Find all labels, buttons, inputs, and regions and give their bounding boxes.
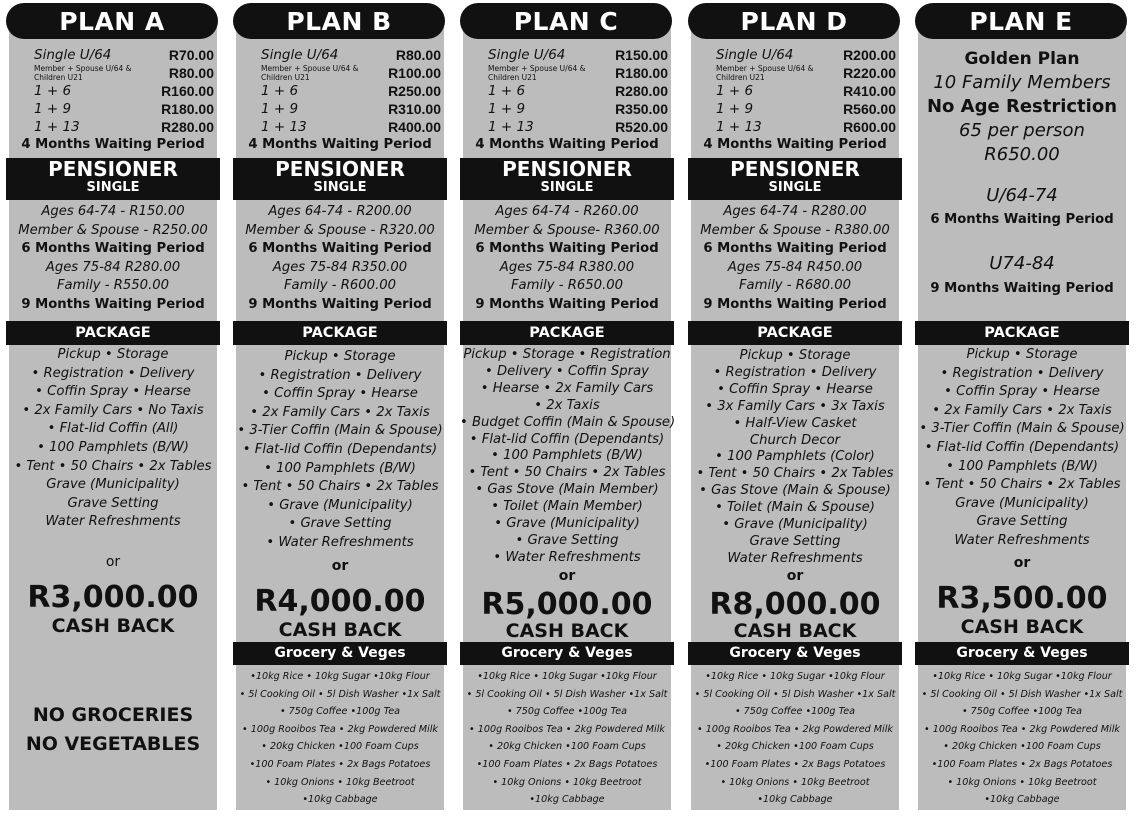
text-line: •10kg Rice • 10kg Sugar •10kg Flour [932, 671, 1112, 682]
cash-back-label: CASH BACK [505, 620, 629, 642]
package-banner: PACKAGE [6, 321, 220, 345]
text-line: Ages 75-84 R380.00 [499, 259, 635, 275]
text-line: • 2x Family Cars • 2x Taxis [250, 404, 430, 420]
text-line: • Water Refreshments [493, 549, 641, 565]
text-line: • 20kg Chicken •100 Foam Cups [488, 741, 646, 753]
text-line: Single U/64 [261, 47, 339, 63]
text-line: R650.00 [984, 144, 1060, 165]
text-line: • 2x Family Cars • 2x Taxis [932, 402, 1112, 418]
text-line: •100 Foam Plates • 2x Bags Potatoes [931, 758, 1113, 770]
package-banner: PACKAGE [233, 321, 447, 345]
text-line: •10kg Cabbage [757, 794, 833, 806]
waiting-period: 4 Months Waiting Period [21, 137, 205, 152]
rate-row [460, 118, 674, 136]
grocery-list [915, 668, 1129, 809]
text-line: • 20kg Chicken •100 Foam Cups [261, 741, 419, 753]
cash-amount: R5,000.00 [481, 587, 653, 622]
text-line: Pickup • Storage [966, 347, 1078, 362]
text-line: R180.00 [615, 65, 668, 81]
or-label: or [105, 554, 121, 570]
text-line: • 750g Coffee •100g Tea [734, 706, 856, 718]
text-line: •100 Foam Plates • 2x Bags Potatoes [704, 758, 886, 770]
text-line: Family - R600.00 [283, 278, 397, 294]
rate-row [460, 64, 674, 82]
grocery-list [688, 668, 902, 809]
or-label: or [1013, 555, 1031, 571]
cash-back-label: CASH BACK [960, 616, 1084, 638]
text-line: • Grave (Municipality) [267, 497, 413, 513]
text-line: • 100 Pamphlets (B/W) [264, 460, 416, 476]
text-line: Church Decor [749, 432, 841, 448]
text-line: 6 Months Waiting Period [703, 241, 887, 257]
text-line: • 20kg Chicken •100 Foam Cups [716, 741, 874, 753]
rate-row [6, 46, 220, 64]
text-line: 65 per person [959, 120, 1085, 141]
text-line: • Grave (Municipality) [722, 517, 868, 533]
or-label: or [558, 568, 576, 584]
age-range-b: U74-84 [989, 253, 1055, 274]
text-line: • Coffin Spray • Hearse [35, 384, 191, 400]
text-line: • 2x Taxis [534, 397, 600, 413]
text-line: 1 + 6 [34, 83, 72, 99]
text-line: • 10kg Onions • 10kg Beetroot [492, 776, 642, 788]
text-line: • Flat-lid Coffin (Dependants) [924, 439, 1120, 455]
text-line: R220.00 [843, 65, 896, 81]
text-line: PENSIONER [48, 157, 178, 181]
text-line: R80.00 [168, 65, 214, 81]
text-line: 1 + 6 [488, 83, 526, 99]
text-line: Golden Plan [964, 49, 1080, 69]
rates-table [460, 46, 674, 155]
text-line: • Budget Coffin (Main & Spouse) [460, 414, 676, 430]
text-line: • 3-Tier Coffin (Main & Spouse) [237, 423, 443, 439]
text-line: • 3x Family Cars • 3x Taxis [705, 398, 885, 414]
package-banner: PACKAGE [460, 321, 674, 345]
text-line: • 100 Pamphlets (B/W) [37, 439, 189, 455]
text-line: R100.00 [388, 65, 441, 81]
text-line: NO GROCERIES [32, 704, 194, 726]
text-line: •100 Foam Plates • 2x Bags Potatoes [249, 758, 431, 770]
package-banner: PACKAGE [915, 321, 1129, 345]
text-line: Ages 75-84 R450.00 [727, 259, 863, 275]
text-line: Member + Spouse U/64 & Children U21 [34, 64, 132, 82]
plan-title: PLAN D [688, 3, 900, 39]
text-line: R70.00 [168, 47, 214, 63]
text-line: • Coffin Spray • Hearse [717, 381, 873, 397]
text-line: R600.00 [843, 119, 896, 135]
text-line: • Toilet (Main & Spouse) [715, 500, 875, 516]
golden-plan-details [915, 48, 1129, 167]
text-line: 6 Months Waiting Period [475, 241, 659, 257]
text-line: R180.00 [161, 101, 214, 117]
text-line: 1 + 9 [488, 101, 526, 117]
text-line: Ages 64-74 - R260.00 [495, 204, 639, 219]
package-list [6, 346, 220, 532]
text-line: •10kg Rice • 10kg Sugar •10kg Flour [705, 671, 885, 682]
cash-amount: R3,500.00 [936, 581, 1108, 616]
rate-row [6, 64, 220, 82]
text-line: Member + Spouse U/64 & Children U21 [261, 64, 359, 82]
text-line: 1 + 6 [716, 83, 754, 99]
text-line: • Grave (Municipality) [494, 516, 640, 532]
text-line: 1 + 13 [34, 119, 80, 135]
text-line: NO VEGETABLES [25, 733, 201, 755]
text-line: Family - R680.00 [738, 278, 852, 294]
cash-back-label: CASH BACK [733, 620, 857, 642]
text-line: • 10kg Onions • 10kg Beetroot [265, 776, 415, 788]
text-line: • 100g Rooibos Tea • 2kg Powdered Milk [697, 723, 893, 735]
pensioner-rates [460, 203, 674, 315]
pensioner-rates [233, 203, 447, 315]
text-line: • Tent • 50 Chairs • 2x Tables [14, 458, 212, 474]
text-line: •10kg Rice • 10kg Sugar •10kg Flour [250, 671, 430, 682]
text-line: Grave Setting [749, 533, 841, 549]
text-line: Member & Spouse- R360.00 [474, 222, 660, 238]
text-line: • Coffin Spray • Hearse [944, 384, 1100, 400]
rate-row [460, 100, 674, 118]
text-line: Grave Setting [67, 495, 159, 511]
text-line: Pickup • Storage [739, 348, 851, 363]
text-line: Water Refreshments [45, 514, 181, 530]
text-line: Family - R550.00 [56, 278, 170, 294]
package-list [233, 348, 447, 553]
text-line: SINGLE [540, 180, 594, 195]
text-line: • Gas Stove (Main & Spouse) [699, 483, 891, 499]
waiting-period: 4 Months Waiting Period [475, 137, 659, 152]
pensioner-banner [6, 158, 220, 200]
rate-row [688, 46, 902, 64]
text-line: • Registration • Delivery [940, 365, 1104, 381]
rate-row [233, 100, 447, 118]
package-list [460, 347, 674, 567]
waiting-period-a: 6 Months Waiting Period [930, 212, 1114, 227]
text-line: 6 Months Waiting Period [248, 241, 432, 257]
age-range-a: U/64-74 [986, 185, 1058, 206]
cash-back-label: CASH BACK [51, 615, 175, 637]
text-line: Water Refreshments [727, 550, 863, 566]
text-line: • 100 Pamphlets (B/W) [946, 458, 1098, 474]
rate-row [688, 64, 902, 82]
text-line: • Flat-lid Coffin (All) [47, 421, 179, 437]
grocery-list [460, 668, 674, 809]
rate-row [688, 82, 902, 100]
text-line: • Flat-lid Coffin (Dependants) [469, 431, 665, 447]
pensioner-rates [688, 203, 902, 315]
grocery-banner: Grocery & Veges [460, 642, 674, 665]
text-line: 10 Family Members [933, 72, 1111, 93]
text-line: • Registration • Delivery [713, 364, 877, 380]
waiting-period-b: 9 Months Waiting Period [930, 281, 1114, 296]
text-line: • Gas Stove (Main Member) [475, 482, 659, 498]
text-line: • 750g Coffee •100g Tea [506, 706, 628, 718]
text-line: R400.00 [388, 119, 441, 135]
package-list [688, 348, 902, 568]
text-line: •10kg Rice • 10kg Sugar •10kg Flour [477, 671, 657, 682]
text-line: Water Refreshments [954, 532, 1090, 548]
plan-title: PLAN C [460, 3, 672, 39]
text-line: PENSIONER [730, 157, 860, 181]
rates-table [233, 46, 447, 155]
rate-row [233, 64, 447, 82]
plan-title: PLAN E [915, 3, 1127, 39]
text-line: Grave Setting [976, 514, 1068, 530]
cash-amount: R3,000.00 [27, 580, 199, 615]
text-line: R310.00 [388, 101, 441, 117]
text-line: R80.00 [395, 47, 441, 63]
text-line: 9 Months Waiting Period [248, 296, 432, 312]
text-line: R250.00 [388, 83, 441, 99]
text-line: • Delivery • Coffin Spray [485, 363, 649, 379]
text-line: • 5l Cooking Oil • 5l Dish Washer •1x Salt [694, 688, 896, 700]
text-line: • 20kg Chicken •100 Foam Cups [943, 741, 1101, 753]
text-line: Single U/64 [488, 47, 566, 63]
grocery-list [233, 668, 447, 809]
text-line: Ages 64-74 - R280.00 [723, 204, 867, 219]
text-line: • Registration • Delivery [31, 365, 195, 381]
pensioner-banner [688, 158, 902, 200]
or-label: or [331, 558, 349, 574]
grocery-banner: Grocery & Veges [233, 642, 447, 665]
grocery-banner: Grocery & Veges [915, 642, 1129, 665]
text-line: PENSIONER [275, 157, 405, 181]
plan-title: PLAN A [6, 3, 218, 39]
text-line: Single U/64 [716, 47, 794, 63]
text-line: • 100g Rooibos Tea • 2kg Powdered Milk [924, 723, 1120, 735]
text-line: 1 + 13 [488, 119, 534, 135]
text-line: 1 + 13 [261, 119, 307, 135]
text-line: 1 + 9 [716, 101, 754, 117]
grocery-banner: Grocery & Veges [688, 642, 902, 665]
text-line: • Toilet (Main Member) [491, 499, 643, 515]
text-line: Member & Spouse - R250.00 [18, 222, 208, 238]
waiting-period: 4 Months Waiting Period [703, 137, 887, 152]
text-line: • Hearse • 2x Family Cars [480, 380, 654, 396]
plan-a-column [6, 0, 220, 817]
text-line: Pickup • Storage [284, 349, 396, 364]
text-line: • Flat-lid Coffin (Dependants) [242, 441, 438, 457]
text-line: Pickup • Storage • Registration [463, 347, 671, 362]
pensioner-banner [460, 158, 674, 200]
text-line: •100 Foam Plates • 2x Bags Potatoes [476, 758, 658, 770]
text-line: 1 + 9 [34, 101, 72, 117]
rate-row [460, 82, 674, 100]
text-line: R200.00 [843, 47, 896, 63]
text-line: • 5l Cooking Oil • 5l Dish Washer •1x Salt [466, 688, 668, 700]
plan-c-column [460, 0, 674, 817]
text-line: SINGLE [86, 180, 140, 195]
text-line: 1 + 6 [261, 83, 299, 99]
text-line: •10kg Cabbage [529, 794, 605, 806]
text-line: 9 Months Waiting Period [475, 296, 659, 312]
text-line: • 750g Coffee •100g Tea [961, 706, 1083, 718]
rate-row [233, 46, 447, 64]
rate-row [233, 118, 447, 136]
text-line: • Grave Setting [515, 532, 619, 548]
rate-row [6, 82, 220, 100]
text-line: • 100 Pamphlets (B/W) [491, 448, 643, 464]
text-line: • 100g Rooibos Tea • 2kg Powdered Milk [469, 723, 665, 735]
text-line: • Tent • 50 Chairs • 2x Tables [923, 477, 1121, 493]
text-line: 6 Months Waiting Period [21, 241, 205, 257]
text-line: • 5l Cooking Oil • 5l Dish Washer •1x Salt [921, 688, 1123, 700]
text-line: R410.00 [843, 83, 896, 99]
waiting-period: 4 Months Waiting Period [248, 137, 432, 152]
text-line: Ages 64-74 - R200.00 [268, 204, 412, 219]
pensioner-rates [6, 203, 220, 315]
text-line: R150.00 [615, 47, 668, 63]
text-line: • Tent • 50 Chairs • 2x Tables [468, 465, 666, 481]
plan-e-column [915, 0, 1129, 817]
text-line: • Half-View Casket [733, 415, 857, 431]
text-line: SINGLE [313, 180, 367, 195]
text-line: • 100g Rooibos Tea • 2kg Powdered Milk [242, 723, 438, 735]
plan-d-column [688, 0, 902, 817]
rates-table [688, 46, 902, 155]
text-line: • Water Refreshments [266, 534, 414, 550]
package-list [915, 346, 1129, 551]
text-line: •10kg Cabbage [984, 794, 1060, 806]
text-line: • Tent • 50 Chairs • 2x Tables [696, 466, 894, 482]
text-line: No Age Restriction [926, 96, 1118, 117]
text-line: • Tent • 50 Chairs • 2x Tables [241, 479, 439, 495]
text-line: Member + Spouse U/64 & Children U21 [488, 64, 586, 82]
cash-amount: R8,000.00 [709, 587, 881, 622]
cash-back-label: CASH BACK [278, 619, 402, 641]
text-line: R560.00 [843, 101, 896, 117]
text-line: SINGLE [768, 180, 822, 195]
text-line: Grave (Municipality) [46, 477, 180, 493]
text-line: Ages 75-84 R350.00 [272, 259, 408, 275]
text-line: 9 Months Waiting Period [703, 296, 887, 312]
text-line: 1 + 9 [261, 101, 299, 117]
text-line: • 3-Tier Coffin (Main & Spouse) [919, 421, 1125, 437]
text-line: 1 + 13 [716, 119, 762, 135]
text-line: • Grave Setting [288, 516, 392, 532]
rate-row [688, 100, 902, 118]
package-banner: PACKAGE [688, 321, 902, 345]
text-line: R520.00 [615, 119, 668, 135]
pensioner-banner [233, 158, 447, 200]
plan-title: PLAN B [233, 3, 445, 39]
text-line: • 2x Family Cars • No Taxis [22, 402, 204, 418]
rate-row [6, 100, 220, 118]
text-line: Ages 75-84 R280.00 [45, 259, 181, 275]
text-line: R160.00 [161, 83, 214, 99]
text-line: Pickup • Storage [57, 347, 169, 362]
cash-amount: R4,000.00 [254, 584, 426, 619]
text-line: • 750g Coffee •100g Tea [279, 706, 401, 718]
rate-row [6, 118, 220, 136]
text-line: Grave (Municipality) [955, 495, 1089, 511]
text-line: • 100 Pamphlets (Color) [715, 449, 875, 465]
text-line: R280.00 [615, 83, 668, 99]
text-line: 9 Months Waiting Period [21, 296, 205, 312]
text-line: R280.00 [161, 119, 214, 135]
text-line: Member & Spouse - R320.00 [245, 222, 435, 238]
text-line: Single U/64 [34, 47, 112, 63]
text-line: PENSIONER [502, 157, 632, 181]
text-line: R350.00 [615, 101, 668, 117]
rates-table [6, 46, 220, 155]
rate-row [233, 82, 447, 100]
plan-b-column [233, 0, 447, 817]
text-line: Member & Spouse - R380.00 [700, 222, 890, 238]
rate-row [688, 118, 902, 136]
text-line: • Coffin Spray • Hearse [262, 386, 418, 402]
rate-row [460, 46, 674, 64]
text-line: • Registration • Delivery [258, 367, 422, 383]
or-label: or [786, 568, 804, 584]
text-line: • 10kg Onions • 10kg Beetroot [947, 776, 1097, 788]
text-line: Ages 64-74 - R150.00 [41, 204, 185, 219]
text-line: • 5l Cooking Oil • 5l Dish Washer •1x Salt [239, 688, 441, 700]
text-line: • 10kg Onions • 10kg Beetroot [720, 776, 870, 788]
text-line: Family - R650.00 [510, 278, 624, 294]
text-line: Member + Spouse U/64 & Children U21 [716, 64, 814, 82]
text-line: •10kg Cabbage [302, 794, 378, 806]
no-groceries-note [6, 701, 220, 759]
